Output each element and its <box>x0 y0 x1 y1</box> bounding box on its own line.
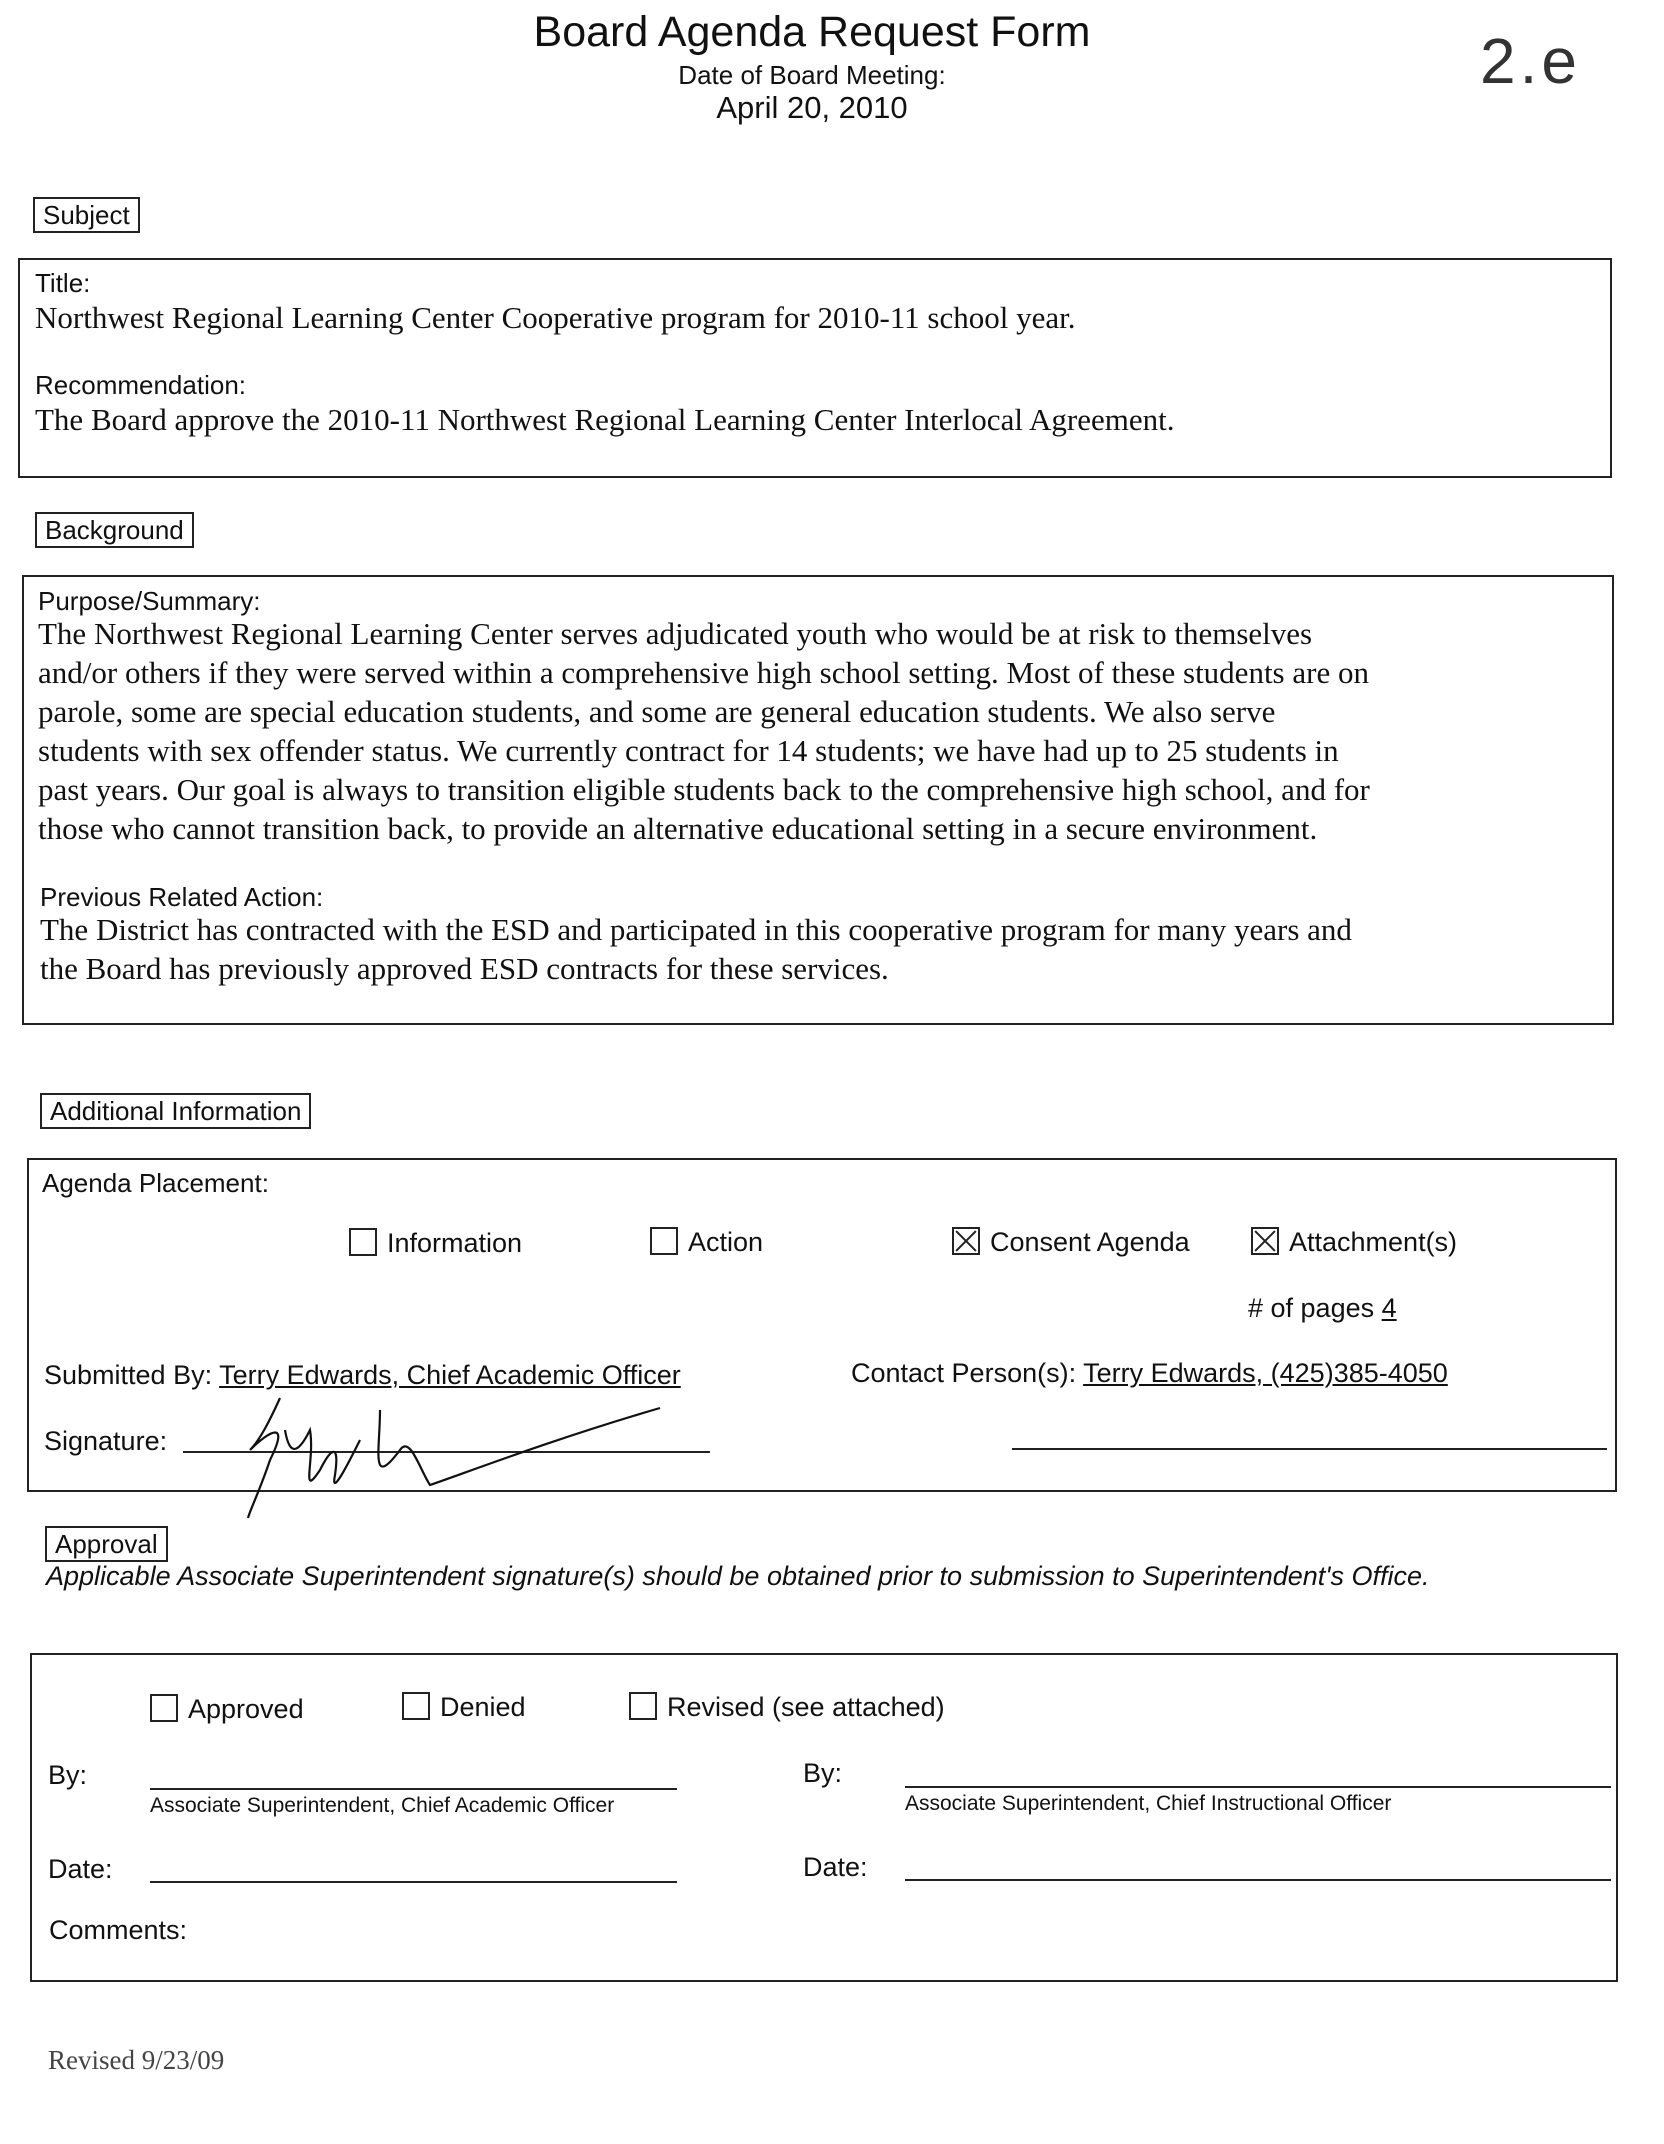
contact-label: Contact Person(s): <box>851 1358 1077 1388</box>
purpose-line: parole, some are special education students, and some are general education students. We also serve <box>38 694 1276 729</box>
contact-value: Terry Edwards, (425)385-4050 <box>1083 1358 1448 1388</box>
checkbox-checked[interactable] <box>1251 1227 1279 1255</box>
purpose-line: past years. Our goal is always to transition eligible students back to the comprehensive high school, and for <box>38 772 1370 807</box>
checkbox-checked[interactable] <box>952 1227 980 1255</box>
previous-action-label: Previous Related Action: <box>40 882 324 912</box>
background-section-tag: Background <box>35 512 194 548</box>
pages-value: 4 <box>1381 1293 1397 1323</box>
form-title: Board Agenda Request Form <box>533 8 1091 56</box>
submitted-by <box>44 1360 681 1391</box>
comments-label: Comments: <box>49 1915 188 1945</box>
title-text: Northwest Regional Learning Center Cooperative program for 2010-11 school year. <box>35 300 1076 335</box>
purpose-line: The Northwest Regional Learning Center serves adjudicated youth who would be at risk to themselves <box>38 616 1313 651</box>
pages-count <box>1248 1293 1397 1324</box>
by-label-right: By: <box>803 1758 843 1788</box>
contact-person <box>851 1358 1448 1389</box>
checkbox-unchecked[interactable] <box>402 1692 430 1720</box>
option-information[interactable] <box>349 1228 522 1259</box>
by-label-left: By: <box>48 1760 88 1790</box>
additional-info-section-tag: Additional Information <box>40 1093 311 1129</box>
option-label: Consent Agenda <box>990 1227 1190 1257</box>
option-label: Denied <box>440 1692 526 1722</box>
option-label: Information <box>387 1228 523 1258</box>
approval-note: Applicable Associate Superintendent signature(s) should be obtained prior to submission to Superintendent's Office. <box>46 1561 1430 1591</box>
subject-section-tag: Subject <box>33 197 140 233</box>
option-label: Attachment(s) <box>1289 1227 1458 1257</box>
by-line-right[interactable] <box>905 1786 1611 1788</box>
purpose-line: and/or others if they were served within a comprehensive high school setting. Most of these students are on <box>38 655 1369 690</box>
date-label-right: Date: <box>803 1852 868 1882</box>
recommendation-label: Recommendation: <box>35 370 246 400</box>
subject-box <box>18 258 1612 478</box>
date-line-right[interactable] <box>905 1879 1611 1881</box>
checkbox-unchecked[interactable] <box>629 1692 657 1720</box>
by-caption-right: Associate Superintendent, Chief Instructional Officer <box>905 1792 1392 1815</box>
previous-action-line: The District has contracted with the ESD and participated in this cooperative program for many years and <box>40 912 1352 947</box>
agenda-placement-label: Agenda Placement: <box>42 1168 269 1198</box>
previous-action-text <box>40 910 1600 988</box>
pages-label: # of pages <box>1248 1293 1375 1323</box>
option-denied[interactable] <box>402 1692 526 1723</box>
option-attachments[interactable] <box>1251 1227 1457 1258</box>
option-approved[interactable] <box>150 1694 304 1725</box>
checkbox-unchecked[interactable] <box>650 1227 678 1255</box>
meeting-date-label: Date of Board Meeting: <box>678 60 946 90</box>
title-label: Title: <box>35 268 91 298</box>
purpose-line: those who cannot transition back, to provide an alternative educational setting in a secure environment. <box>38 811 1318 846</box>
option-label: Approved <box>188 1694 304 1724</box>
option-label: Action <box>688 1227 764 1257</box>
purpose-line: students with sex offender status. We currently contract for 14 students; we have had up to 25 students in <box>38 733 1339 768</box>
contact-signature-line[interactable] <box>1012 1448 1607 1450</box>
date-label-left: Date: <box>48 1854 113 1884</box>
checkbox-unchecked[interactable] <box>150 1694 178 1722</box>
submitted-by-label: Submitted By: <box>44 1360 213 1390</box>
previous-action-line: the Board has previously approved ESD contracts for these services. <box>40 951 889 986</box>
by-caption-left: Associate Superintendent, Chief Academic Officer <box>150 1794 615 1817</box>
purpose-text <box>38 614 1598 848</box>
agenda-item-number: 2.e <box>1480 25 1581 97</box>
option-revised[interactable] <box>629 1692 945 1723</box>
checkbox-unchecked[interactable] <box>349 1228 377 1256</box>
purpose-label: Purpose/Summary: <box>38 586 261 616</box>
meeting-date: April 20, 2010 <box>716 90 908 125</box>
option-consent-agenda[interactable] <box>952 1227 1190 1258</box>
date-line-left[interactable] <box>150 1881 677 1883</box>
option-action[interactable] <box>650 1227 763 1258</box>
approval-section-tag: Approval <box>45 1526 168 1562</box>
submitted-by-value: Terry Edwards, Chief Academic Officer <box>219 1360 681 1390</box>
handwritten-signature <box>230 1390 670 1530</box>
signature-label: Signature: <box>44 1426 168 1456</box>
option-label: Revised (see attached) <box>667 1692 945 1722</box>
revised-date: Revised 9/23/09 <box>48 2045 225 2075</box>
recommendation-text: The Board approve the 2010-11 Northwest Regional Learning Center Interlocal Agreement. <box>35 402 1175 437</box>
by-line-left[interactable] <box>150 1788 677 1790</box>
